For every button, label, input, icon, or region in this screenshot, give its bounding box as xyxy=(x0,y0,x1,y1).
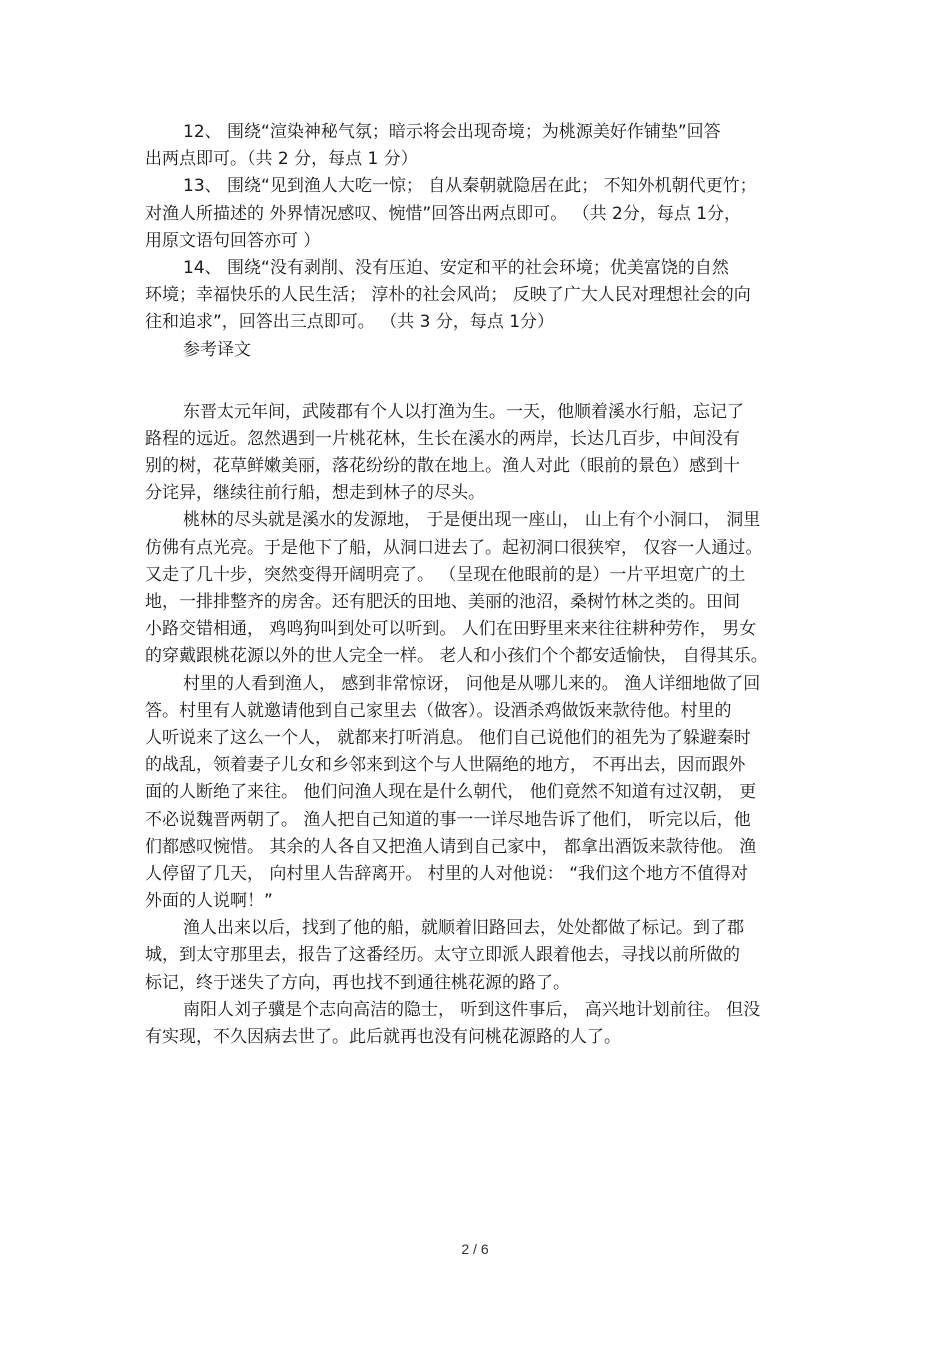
page-number: 2 / 6 xyxy=(461,1241,489,1257)
translation-line: 又走了几十步，突然变得开阔明亮了。 （呈现在他眼前的是）一片平坦宽广的土 xyxy=(145,564,746,585)
answer-13 xyxy=(145,173,810,255)
answer-14 xyxy=(145,255,810,337)
answer-line: 往和追求”，回答出三点即可。 （共 3 分，每点 1分） xyxy=(145,312,555,333)
translation-line: 别的树，花草鲜嫩美丽，落花纷纷的散在地上。渔人对此（眼前的景色）感到十 xyxy=(145,456,740,477)
answer-line: 用原文语句回答亦可 ） xyxy=(145,230,321,251)
translation-line: 路程的远近。忽然遇到一片桃花林，生长在溪水的两岸，长达几百步，中间没有 xyxy=(145,428,740,449)
answer-line: 对渔人所描述的 外界情况感叹、惋惜”回答出两点即可。 （共 2分，每点 1分， xyxy=(145,203,742,224)
translation-line: 有实现，不久因病去世了。此后就再也没有问桃花源路的人了。 xyxy=(145,1027,621,1048)
answer-line: 出两点即可。（共 2 分，每点 1 分） xyxy=(145,149,418,170)
translation-line: 渔人出来以后，找到了他的船，就顺着旧路回去，处处都做了标记。到了郡 xyxy=(183,918,744,939)
translation-line: 地，一排排整齐的房舍。还有肥沃的田地、美丽的池沼，桑树竹林之类的。田间 xyxy=(145,592,740,613)
translation-line: 分诧异，继续往前行船，想走到林子的尽头。 xyxy=(145,483,485,504)
answer-line: 14、 围绕“没有剥削、没有压迫、安定和平的社会环境；优美富饶的自然 xyxy=(183,257,729,278)
translation-line: 们都感叹惋惜。 其余的人各自又把渔人请到自己家中， 都拿出酒饭来款待他。 渔 xyxy=(145,836,757,857)
translation-line: 的穿戴跟桃花源以外的世人完全一样。 老人和小孩们个个都安适愉快， 自得其乐。 xyxy=(145,646,768,667)
translation-line: 标记，终于迷失了方向，再也找不到通往桃花源的路了。 xyxy=(145,972,570,993)
translation-line: 桃林的尽头就是溪水的发源地， 于是便出现一座山， 山上有个小洞口， 洞里 xyxy=(183,510,761,531)
section-spacer xyxy=(145,364,810,399)
translation-line: 答。村里有人就邀请他到自己家里去（做客）。设酒杀鸡做饭来款待他。村里的 xyxy=(145,700,732,721)
translation-line: 城，到太守那里去，报告了这番经历。太守立即派人跟着他去，寻找以前所做的 xyxy=(145,945,740,966)
section-title: 参考译文 xyxy=(183,339,251,360)
translation-line: 外面的人说啊！” xyxy=(145,891,273,912)
answer-line: 环境；幸福快乐的人民生活； 淳朴的社会风尚； 反映了广大人民对理想社会的向 xyxy=(145,285,751,306)
document-body xyxy=(145,119,810,1051)
translation-paragraph-5 xyxy=(145,997,810,1051)
translation-paragraph-1 xyxy=(145,399,810,508)
translation-paragraph-2 xyxy=(145,507,810,670)
answer-12 xyxy=(145,119,810,173)
translation-line: 人听说来了这么一个人， 就都来打听消息。 他们自己说他们的祖先为了躲避秦时 xyxy=(145,727,751,748)
translation-line: 的战乱，领着妻子儿女和乡邻来到这个与人世隔绝的地方， 不再出去，因而跟外 xyxy=(145,755,746,776)
translation-paragraph-4 xyxy=(145,915,810,997)
translation-line: 面的人断绝了来往。 他们问渔人现在是什么朝代， 他们竟然不知道有过汉朝， 更 xyxy=(145,782,757,803)
answer-line: 13、 围绕“见到渔人大吃一惊； 自从秦朝就隐居在此； 不知外机朝代更竹； xyxy=(183,176,757,197)
translation-line: 人停留了几天， 向村里人告辞离开。 村里的人对他说： “我们这个地方不值得对 xyxy=(145,863,749,884)
translation-paragraph-3 xyxy=(145,671,810,916)
translation-line: 不必说魏晋两朝了。 渔人把自己知道的事一一详尽地告诉了他们， 听完以后，他 xyxy=(145,809,751,830)
translation-line: 东晋太元年间，武陵郡有个人以打渔为生。一天，他顺着溪水行船，忘记了 xyxy=(183,401,744,422)
translation-line: 仿佛有点光亮。于是他下了船，从洞口进去了。起初洞口很狭窄， 仅容一人通过。 xyxy=(145,537,763,558)
translation-line: 小路交错相通， 鸡鸣狗叫到处可以听到。 人们在田野里来来往往耕种劳作， 男女 xyxy=(145,619,757,640)
translation-line: 村里的人看到渔人， 感到非常惊讶， 问他是从哪儿来的。 渔人详细地做了回 xyxy=(183,673,761,694)
translation-line: 南阳人刘子骥是个志向高洁的隐士， 听到这件事后， 高兴地计划前往。 但没 xyxy=(183,999,761,1020)
answer-line: 12、 围绕“渲染神秘气氛；暗示将会出现奇境；为桃源美好作铺垫”回答 xyxy=(183,122,721,142)
